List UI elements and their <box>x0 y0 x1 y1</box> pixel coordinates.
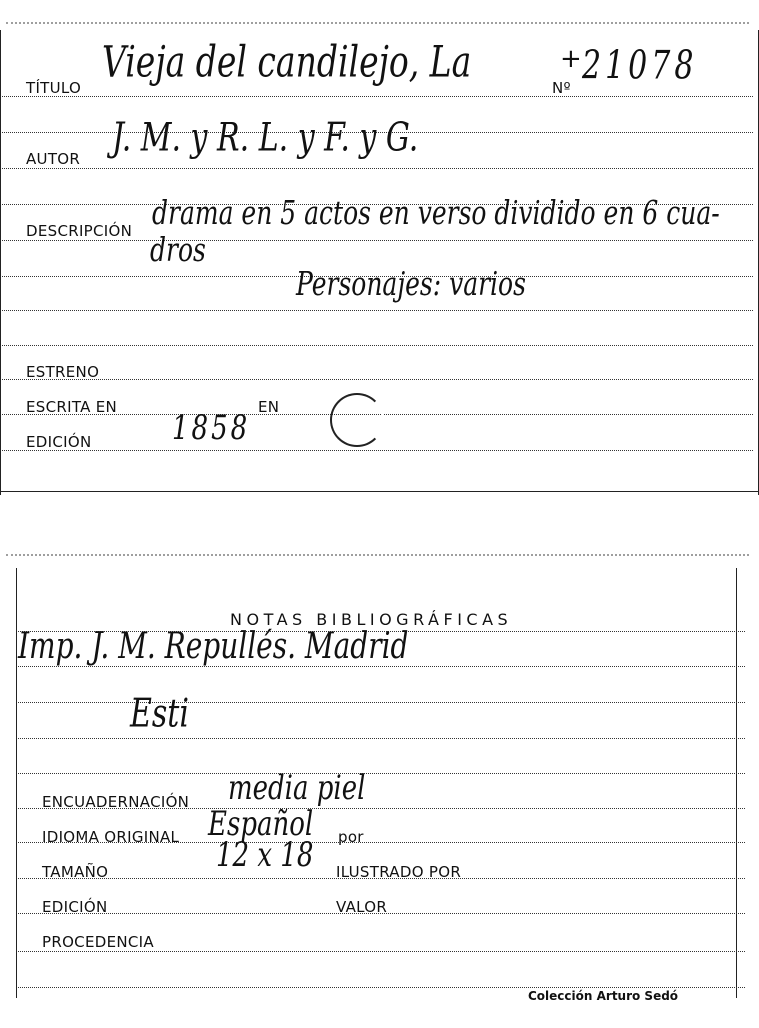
ruled-line <box>2 168 753 169</box>
ruled-line <box>2 96 753 97</box>
ruled-line <box>2 310 753 311</box>
cross-mark: + <box>560 44 582 74</box>
numero-value: 21078 <box>582 43 698 89</box>
card-left-border <box>0 30 1 495</box>
encuadernacion-label: ENCUADERNACIÓN <box>42 793 190 811</box>
ruled-line <box>2 379 753 380</box>
ruled-line <box>2 240 753 241</box>
notes-line-2: Esti <box>130 691 189 737</box>
top-edge-noise <box>6 546 749 556</box>
en-label: EN <box>258 398 280 416</box>
catalog-card-back <box>0 540 759 1028</box>
titulo-label: TÍTULO <box>26 79 82 97</box>
catalog-card-front <box>0 0 759 495</box>
idioma-label: IDIOMA ORIGINAL <box>42 828 180 846</box>
ruled-line <box>18 987 745 988</box>
ruled-line <box>18 951 745 952</box>
punch-hole <box>330 393 384 447</box>
autor-label: AUTOR <box>26 150 81 168</box>
ruled-line <box>18 773 745 774</box>
por-label: por <box>338 828 364 846</box>
descripcion-line-3: Personajes: varios <box>296 265 526 303</box>
descripcion-line-1: drama en 5 actos en verso dividido en 6 cua- <box>152 194 720 232</box>
edicion-label: EDICIÓN <box>26 433 92 451</box>
edicion-value: 1858 <box>172 409 251 448</box>
descripcion-line-2: dros <box>150 231 206 269</box>
edicion-label-2: EDICIÓN <box>42 898 108 916</box>
notes-line-1: Imp. J. M. Repullés. Madrid <box>18 624 409 667</box>
collection-credit: Colección Arturo Sedó <box>528 989 679 1003</box>
card-right-border <box>736 568 737 998</box>
autor-value: J. M. y R. L. y F. y G. <box>112 115 419 161</box>
ruled-line <box>2 450 753 451</box>
notas-title: NOTAS BIBLIOGRÁFICAS <box>230 610 513 629</box>
top-edge-noise <box>6 14 749 24</box>
valor-label: VALOR <box>336 898 388 916</box>
card-left-border <box>16 568 17 998</box>
descripcion-label: DESCRIPCIÓN <box>26 222 133 240</box>
escrita-en-label: ESCRITA EN <box>26 398 118 416</box>
titulo-value: Vieja del candilejo, La <box>102 36 472 87</box>
tamano-value: 12 x 18 <box>216 836 314 875</box>
numero-label: Nº <box>552 79 571 97</box>
encuadernacion-value: media piel <box>228 769 366 808</box>
card-separator-line <box>0 491 759 492</box>
ruled-line <box>18 738 745 739</box>
procedencia-label: PROCEDENCIA <box>42 933 154 951</box>
ruled-line <box>18 702 745 703</box>
estreno-label: ESTRENO <box>26 363 100 381</box>
ruled-line <box>2 345 753 346</box>
idioma-value: Español <box>208 805 314 844</box>
ilustrado-label: ILUSTRADO POR <box>336 863 462 881</box>
tamano-label: TAMAÑO <box>42 863 109 881</box>
